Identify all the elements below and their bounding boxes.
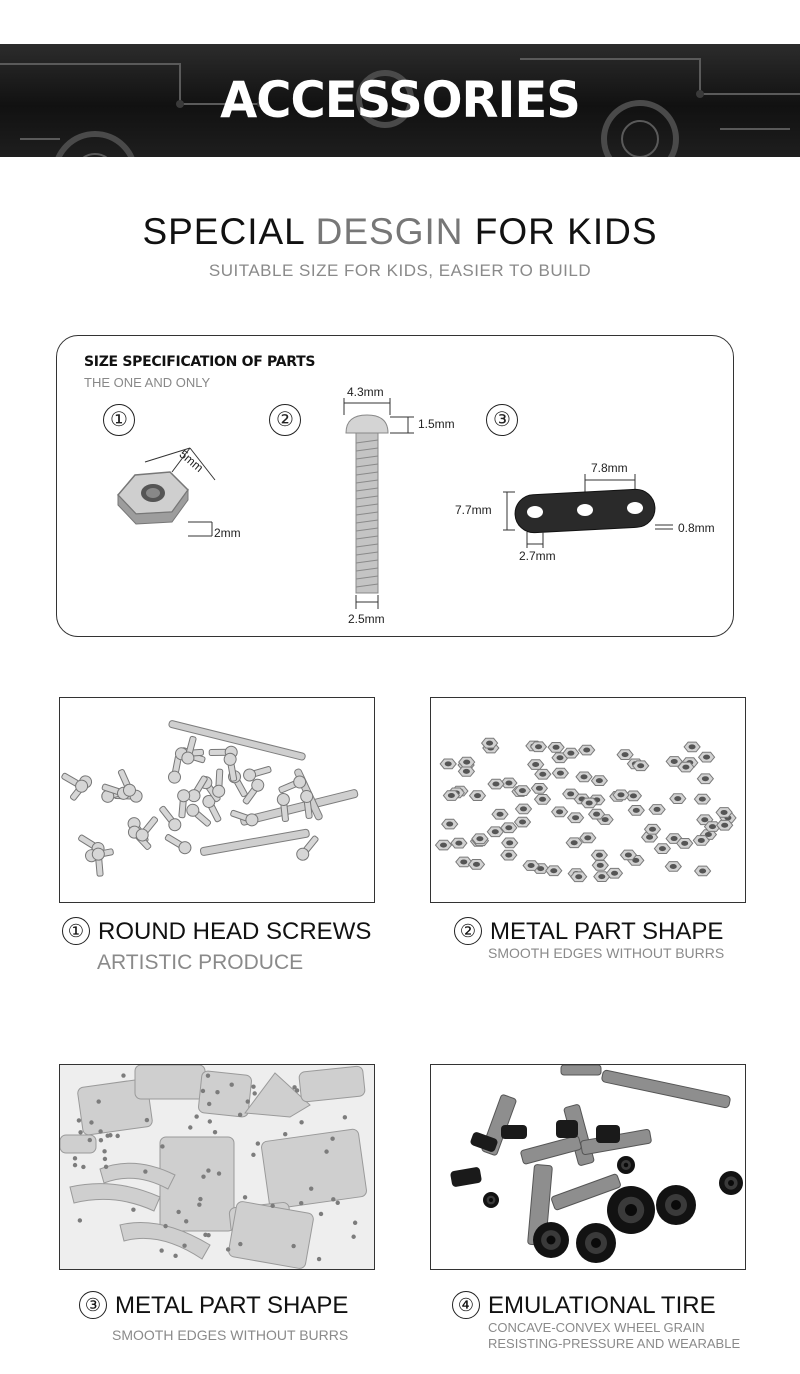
feature-1-marker: ①: [62, 917, 90, 945]
section-title-part2: DESGIN: [315, 211, 464, 252]
feature-4-marker: ④: [452, 1291, 480, 1319]
strip-pitch-label: 7.8mm: [591, 461, 628, 475]
marker-2: ②: [269, 404, 301, 436]
spec-subtitle: THE ONE AND ONLY: [84, 375, 211, 390]
feature-1-subtitle: ARTISTIC PRODUCE: [97, 951, 304, 974]
feature-4-subtitle: [488, 1320, 740, 1352]
feature-2-title-text: METAL PART SHAPE: [490, 918, 724, 945]
feature-3-title-text: METAL PART SHAPE: [115, 1292, 349, 1319]
feature-4-subtitle-line2: RESISTING-PRESSURE AND WEARABLE: [488, 1336, 741, 1351]
feature-2-subtitle: SMOOTH EDGES WITHOUT BURRS: [488, 945, 725, 961]
feature-4-title-text: EMULATIONAL TIRE: [488, 1292, 716, 1319]
screws-image: [60, 698, 374, 902]
tires-image: [431, 1065, 745, 1269]
feature-4-subtitle-line1: CONCAVE-CONVEX WHEEL GRAIN: [488, 1320, 705, 1335]
banner-title: ACCESSORIES: [220, 71, 580, 129]
feature-3-title: [79, 1292, 348, 1321]
plates-image: [60, 1065, 374, 1269]
feature-2-marker: ②: [454, 917, 482, 945]
section-title-part3: FOR KIDS: [463, 211, 658, 252]
feature-2-title: [454, 918, 723, 947]
strip-width-label: 7.7mm: [455, 503, 492, 517]
feature-3-subtitle: SMOOTH EDGES WITHOUT BURRS: [112, 1327, 349, 1343]
marker-3: ③: [486, 404, 518, 436]
feature-1-title: [62, 918, 371, 947]
screw-shaft-label: 2.5mm: [348, 612, 385, 626]
nuts-image: [431, 698, 745, 902]
screws-photo: [59, 697, 375, 903]
section-title: [0, 211, 800, 253]
section-subtitle: SUITABLE SIZE FOR KIDS, EASIER TO BUILD: [208, 261, 592, 280]
screw-head-height-label: 1.5mm: [418, 417, 455, 431]
plates-photo: [59, 1064, 375, 1270]
strip-hole-label: 2.7mm: [519, 549, 556, 563]
nuts-photo: [430, 697, 746, 903]
feature-4-title: [452, 1292, 716, 1321]
screw-head-width-label: 4.3mm: [347, 385, 384, 399]
metal-strip-illustration: [495, 470, 675, 560]
tires-photo: [430, 1064, 746, 1270]
feature-1-title-text: ROUND HEAD SCREWS: [98, 918, 372, 945]
marker-1: ①: [103, 404, 135, 436]
feature-3-marker: ③: [79, 1291, 107, 1319]
section-title-part1: SPECIAL: [142, 211, 316, 252]
spec-title: SIZE SPECIFICATION OF PARTS: [84, 354, 316, 370]
nut-height-label: 2mm: [214, 526, 241, 540]
strip-thickness-label: 0.8mm: [678, 521, 715, 535]
header-banner: [0, 44, 800, 157]
nut-width-label: 5mm: [176, 447, 207, 475]
